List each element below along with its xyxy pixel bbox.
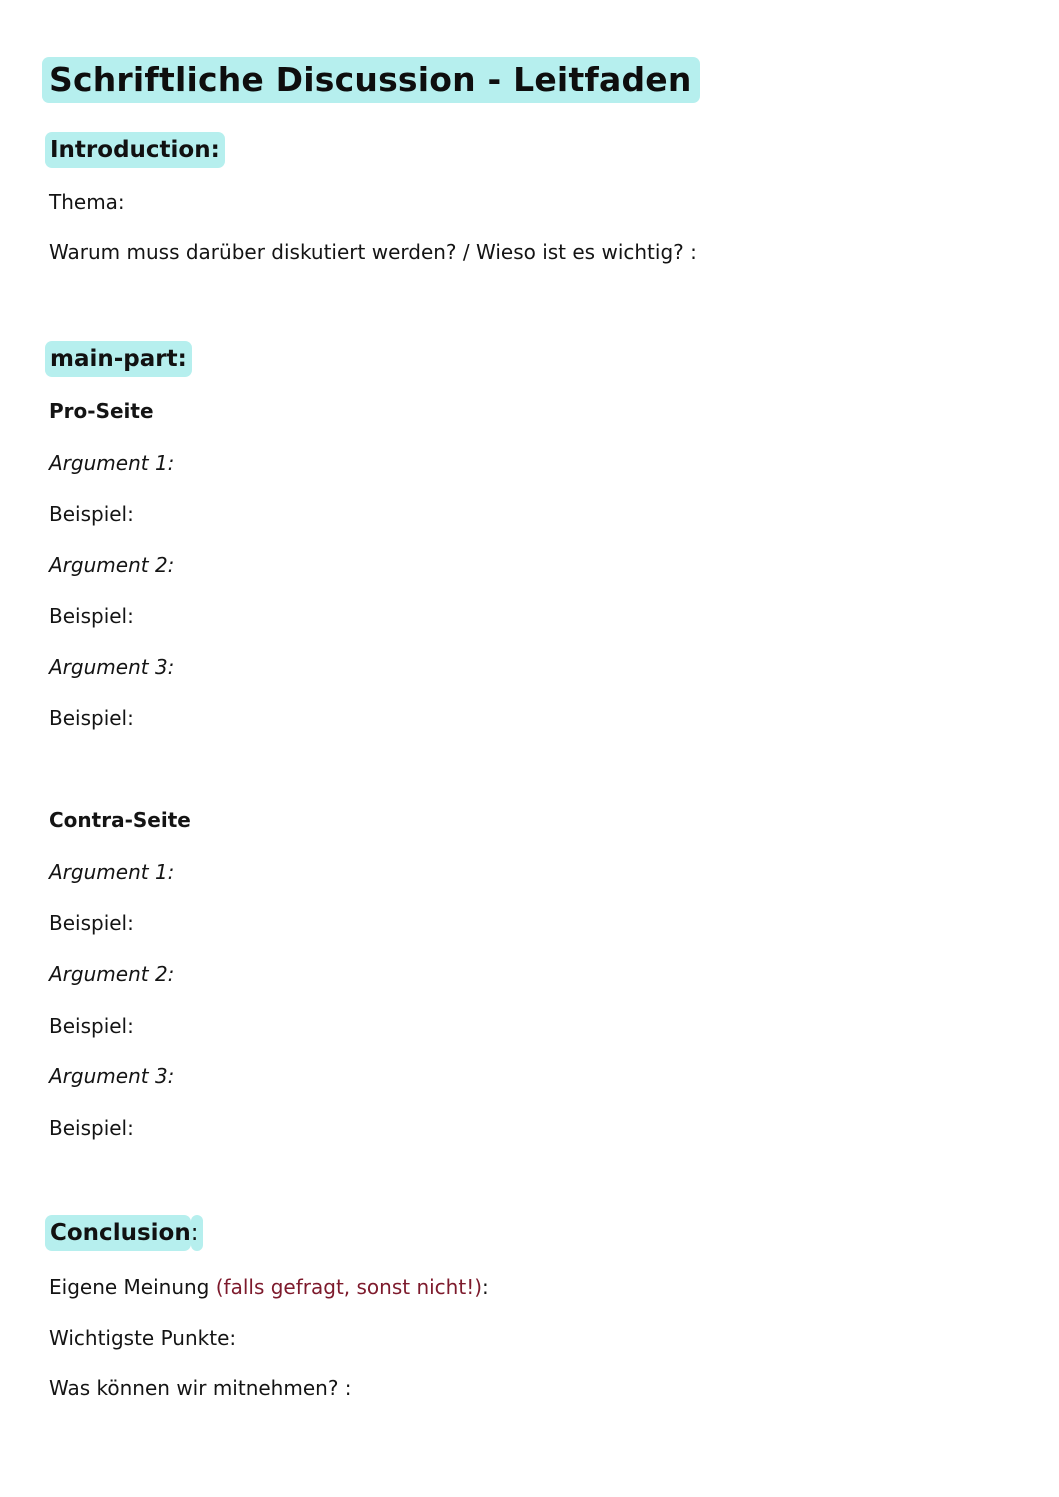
takeaway-question: Was können wir mitnehmen? : xyxy=(49,1376,352,1400)
page-title: Schriftliche Discussion - Leitfaden xyxy=(42,57,700,103)
contra-example-3: Beispiel: xyxy=(49,1116,134,1140)
thema-label: Thema: xyxy=(49,190,125,214)
own-opinion-colon: : xyxy=(482,1275,489,1299)
main-part-heading: main-part: xyxy=(45,341,192,377)
contra-argument-3: Argument 3: xyxy=(49,1064,175,1088)
contra-argument-1: Argument 1: xyxy=(49,860,175,884)
contra-example-2: Beispiel: xyxy=(49,1014,134,1038)
pro-argument-2: Argument 2: xyxy=(49,553,175,577)
pro-example-1: Beispiel: xyxy=(49,502,134,526)
pro-side-heading: Pro-Seite xyxy=(49,399,154,423)
conclusion-heading: Conclusion xyxy=(45,1215,191,1251)
pro-example-3: Beispiel: xyxy=(49,706,134,730)
key-points-label: Wichtigste Punkte: xyxy=(49,1326,237,1350)
conclusion-heading-row xyxy=(45,1215,203,1251)
pro-example-2: Beispiel: xyxy=(49,604,134,628)
own-opinion-row xyxy=(49,1274,489,1300)
own-opinion-note: (falls gefragt, sonst nicht!) xyxy=(215,1275,483,1299)
pro-argument-3: Argument 3: xyxy=(49,655,175,679)
importance-question: Warum muss darüber diskutiert werden? / Wieso ist es wichtig? : xyxy=(49,240,697,264)
pro-argument-1: Argument 1: xyxy=(49,451,175,475)
conclusion-heading-colon: : xyxy=(191,1215,204,1251)
contra-argument-2: Argument 2: xyxy=(49,962,175,986)
contra-side-heading: Contra-Seite xyxy=(49,808,191,832)
contra-example-1: Beispiel: xyxy=(49,911,134,935)
own-opinion-label: Eigene Meinung xyxy=(49,1275,210,1299)
introduction-heading: Introduction: xyxy=(45,132,225,168)
